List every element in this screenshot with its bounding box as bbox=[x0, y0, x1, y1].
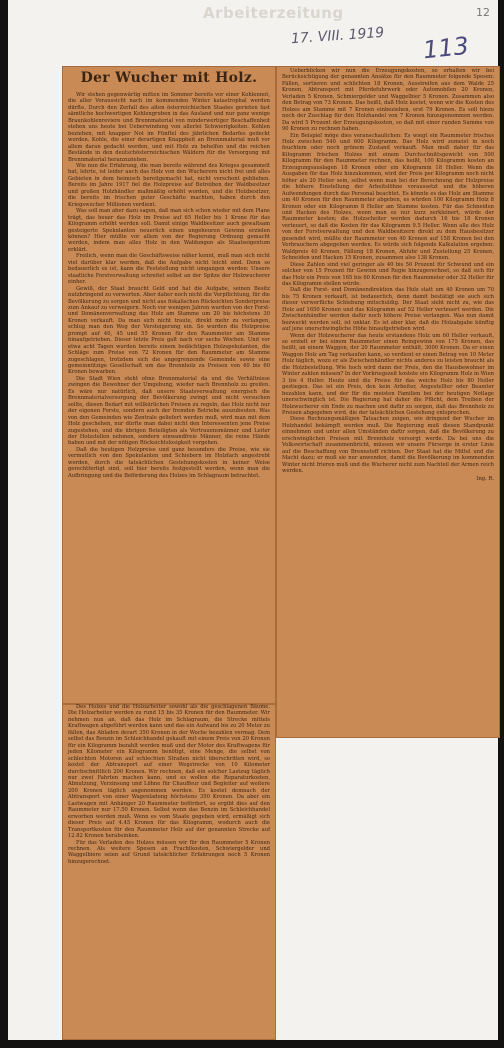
paragraph: Daß die heutigen Holzpreise und ganz besonders die Preise, wie sie vermutlich von den Spekulanten und Schiebern im Holzfach angestrebt werden, durch die tatsächlichen Gestehungskosten in keiner Weise gerechtfertigt sind, soll hier bereits festgestellt werden, wenn man die Aufbringung und die Beförderung des Holzes im Schlagraum betrachtet. bbox=[68, 446, 270, 479]
article-title: Der Wucher mit Holz. bbox=[80, 70, 258, 86]
paragraph: Ueberblicken wir nun die Erzeugungskosten, so erhalten wir bei Berücksichtigung der genannten Ansätze für den Raummeter folgende Spesen: Fällen, sortieren und schlichten 18 Kronen, Ausstreifen aus dem Walde 25 Kronen, Abtransport mit Pferdefuhrwerk oder Automobilen 20 Kronen, Verladen 5 Kronen, Schmiergelder und Waggelbier 5 Kronen. Zusammen also den Betrag von 73 Kronen. Das heißt, daß Holz kostet, wenn wir die Kosten des Holzes am Stamme mit 7 Kronen einbeziehen, erst 79 Kronen. Es soll hiezu noch der Zuschlag für den Holzhandel von 7 Kronen hinzugenommen werden. Da wird 5 Prozent der Erzeugungskosten, so daß mit einer runden Summe von 90 Kronen zu rechnen haben. bbox=[282, 68, 494, 133]
paragraph: Die Stadt Wien steht ohne Brennmaterial da und die Verhältnisse zwingen die Bewohner der Umgebung, wieder nach Brennholz zu greifen. Es wäre nur natürlich, daß unsere Staatsverwaltung energisch die Brennmaterialversorgung der Bevölkerung zwingt und nicht versuchen sollte, diesen Bedarf mit willkürlichen Preisen zu regeln, das Holz nicht nur der eigenen Forste, sondern auch der fremden Betriebe auszubeuten. Was von den Gemeinden wie Zentrale geliefert werden muß, wird man mit dem Holz geschehen, nur dürfte man dabei nicht den Interessenten jene Preise zugestehen, und die übrigen Beteiligten als Vertrauensmänner und Leiter der Holzstellen nehmen, sondern einwandfreie Männer, die reine Hände haben und mit der nötigen Rücksichtslosigkeit vorgehen. bbox=[68, 375, 270, 447]
clipping-left-column bbox=[62, 66, 276, 704]
scan-page bbox=[8, 0, 498, 1040]
paragraph: Wenn der Holzwucherer das heute erstandene Holz um 60 Heller verkauft, so erzielt er bei einem Raummeter einen Reingewinn von 175 Kronen, das heißt, an einem Waggon, der 20 Raummeter enthält, 3000 Kronen. Da er einen Waggon Holz am Tag verkaufen kann, so verdient er einen Betrag von 10 Meter Holz täglich, wozu er als Zwischenhändler nichts anderes zu leisten braucht als die Holzbestellung. Wie hoch wird dann der Preis, den die Hausbewohner im Winter zahlen müssen? In der Vorkriegszeit kostete ein Kilogramm Holz in Wien 3 bis 4 Heller. Heute sind die Preise für das weiche Holz bis 80 Heller gestiegen. Das ist ein Preis, den kein Arbeiter, Angestellter oder Beamter bezahlen kann, und der für die meisten Familien bei der heutigen Notlage unerschwinglich ist. Die Regierung hat daher die Pflicht, dem Treiben der Holzwucherer ein Ende zu machen und dafür zu sorgen, daß das Brennholz zu Preisen abgegeben wird, die der tatsächlichen Gestehung entsprechen. bbox=[282, 332, 494, 417]
newspaper-stamp: Arbeiterzeitung bbox=[203, 4, 344, 22]
paragraph: Ein Beispiel möge dies veranschaulichen: Es wiegt ein Raummeter frisches Holz zwischen 540 und 600 Kilogramm. Das Holz wird zumeist in noch feuchtem oder noch grünem Zustand verkauft. Man muß daher für das Kilogramm frischen Holzes mit einem Durchschnittsgewicht von 500 Kilogramm für den Raummeter rechnen, das heißt, 100 Kilogramm kosten an Erzeugungsauslagen 18 Kronen oder ein Kilogramm 18 Heller. Wenn die Ausgaben für das Holz hinzukommen, wird der Preis per Kilogramm noch nicht höher als 20 Heller sein, selbst wenn man bei der Berechnung der Holzpreise die höhere Einstellung der Arbeitslöhne voraussetzt und die höheren Aufwendungen durch das Personal beachtet. Es könnte es das Holz am Stamme um 40 Kronen für den Raummeter abgeben, es würden 100 Kilogramm Holz 8 Kronen oder ein Kilogramm 8 Heller am Stamme kosten. Für das Schneiden und Hacken des Holzes, wenn man es nur kurz zerkleinert, würde der Raummeter kosten; die Holzscheiter werden dadurch 16 bis 18 Kronen verteuert, so daß die Kosten für das Kilogramm 9.5 Heller. Wenn alle des Holz von der Forstverwaltung und den Waldbesitzern direkt zu dem Hausbesitzer gesendet wird, müßte der Raummeter von 40 Kronen auf 158 Kronen bei den Verbrauchern abgegeben werden. Es würde sich folgende Kalkulation ergeben: Waldpreis 40 Kronen, Fällung 18 Kronen, Abfuhr und Zustellung 25 Kronen, Schneiden und Hacken 15 Kronen, zusammen also 138 Kronen. bbox=[282, 132, 494, 262]
handwritten-date: 17. VIII. 1919 bbox=[290, 24, 385, 48]
clipping-bottom-column bbox=[62, 704, 276, 1040]
author-signature: Ing. R. bbox=[476, 475, 494, 482]
paragraph: Freilich, wenn man die Geschäftsweise näher kennt, muß man sich nicht viel darüber klar werden, daß die Aufgabe nicht leicht sind. Denn so bedauerlich es ist, kann die Feststellung nicht umgangen werden: Unsere staatliche Forstverwaltung schreitet selbst an der Spitze der Holzwucherer einher. bbox=[68, 253, 270, 286]
paragraph: Was soll man aber dazu sagen, daß man sich schon wieder mit dem Plane trägt, das heuer das Holz im Preise auf 65 Heller bis 1 Krone für das Kilogramm erhöht werden soll. Damit einige Waldbesitzer auch gewaltsam gesteigerte Spekulanten neuerlich einen ungeheuren Gewinn erzielen können? Hier müßte vor allem von der Regierung Ordnung gemacht werden, indem man alles Holz in den Waldungen als Staatseigentum erklärt. bbox=[68, 208, 270, 253]
paragraph: Für das Verladen des Holzes müssen wir für den Raummeter 5 Kronen rechnen. Als weitere Spesen an Frachtkosten, Schwiergelder und Waggelbiere seien auf Grund tatsächlicher Erfahrungen noch 5 Kronen hinzugerechnet. bbox=[68, 839, 270, 865]
clipping-right-column bbox=[276, 66, 500, 738]
paragraph: Wir stehen gegenwärtig mitten im Sommer bereits vor einer Kohlennot, die aller Voraussicht nach im kommenden Winter katastrophal werden dürfte. Durch den Zerfall des alten österreichischen Staates gerieten fast sämtliche hochwertigen Kohlengruben in das Ausland und nur ganz wenige Braunkohlenreviere und Brennmaterial von minderwertiger Beschaffenheit stehen uns heute bei Ueberwindung von allerlei Schwierigkeiten. Kohlen beziehen, mit knapper Not im Fünftel des jährlichen Bedarfes gedeckt werden. Kohle, die einer derartigen Knappheit an Brennmaterial muß vor allem daran gedacht werden, und mit Holz zu behelfen und die reichen Bestände in den deutschösterreichischen Wäldern für die Versorgung mit Brennmaterial heranzuziehen. bbox=[68, 92, 270, 163]
paragraph: Diese Zahlen sind viel geringer als 40 bis 50 Prozent für Schwund und ein solcher von 15 Prozent für Gewinn und Regie hinzugerechnet, so daß sich für das Holz ein Preis von 165 bis 60 Kronen für den Raummeter oder 32 Heller für das Kilogramm stellen würde. bbox=[282, 261, 494, 287]
paragraph: Wie nun die Erfahrung, die man bereits während des Krieges gesammelt hat, lehrte, ist leider auch das Holz von den Wucherern nicht frei und alles Gebieten in dem heimisch bereitgemacht hat, nicht verschont geblieben. Bereits im Jahre 1917 fiel die Holzpreise auf Betreiben der Waldbesitzer und großen Holzhändler maßmäßig erhöht worden, und die Holzbesitzer, die bereits im frischen guter Geschäfte machten, haben durch den Kriegswucher Millionen verdient. bbox=[68, 162, 270, 208]
corner-mark: 12 bbox=[476, 6, 490, 19]
paragraph: Des Holzes und die Holzarbeiter sowohl als die geschlagenen Bäume. Die Holzarbeiter werden zu rund 15 bis 35 Kronen für den Raummeter. Wir nehmen nun an, daß das Holz im Schlagraum, die Strecke mittels Kraftwagen abgeführt werden kann und das ein Aufwand bis zu 20 Meter zu fällen, das Abladen derart 350 Kronen in der Woche bezahlen vermag. Dem selbst das Benzin im Schleichhandel gekauft mit einem Preis von 20 Kronen für ein Kilogramm bezahlt werden muß und der Motor des Kraftwagens für jeden Kilometer ein Kilogramm benötigt, eine Menge, die selbst von schlechten Motoren auf schlechten Straßen nicht überschritten wird, so kostet der Abtransport auf einer Wegstrecke von 10 Kilometer durchschnittlich 200 Kronen. Wir rechnen, daß ein solcher Lastzug täglich nur zwei Fahrten machen kann, und es wollen die Reparaturkosten, Abnutzung, Verzinsung und Löhne für Chauffeur und Begleiter auf weitere 200 Kronen täglich angenommen werden. Es kostet demnach der Abtransport von einer Wagenladung höchstens 350 Kronen. Da aber ein Lastwagen mit Anhänger 20 Raummeter befördert, so ergibt dies auf den Raummeter nur 17.50 Kronen. Selbst wenn das Benzin im Schleichhandel erworben werden muß. Wenn es vom Staate gegeben wird, ermäßigt sich dieser Preis auf 4.45 Kronen für das Kilogramm, wodurch auch die Transportkosten für den Raummeter Holz auf der genannten Strecke auf 12.82 Kronen herabsinken. bbox=[68, 704, 270, 840]
handwritten-number: 113 bbox=[421, 31, 471, 65]
paragraph: Daß die Forst- und Domänendirektion das Holz statt um 40 Kronen um 70 bis 75 Kronen verkauft, ist bedauerlich, denn damit bestätigt sie auch sich dieser verwerfliche Schiebung mitschuldig. Der Staat sieht nicht zu, wie das Holz auf 1650 Kronen und das Kilogramm auf 52 Heller verteuert werden. Die Zwischenhändler werden dafür noch höhere Preise verlangen. Was nun damit bezweckt werden soll, ist unklar. Es ist aber klar, daß die Holzabgabe künftig auf jene unerschwingliche Höhe hinaufgetrieben wird. bbox=[282, 287, 494, 333]
paragraph: Diese Rechnungsmäßigen Tatsachen zeigen, wie dringend der Wucher im Holzhandel bekämpft werden muß. Die Regierung muß diesen Standpunkt einnehmen und unter allen Umständen dafür sorgen, daß die Bevölkerung zu erschwinglichen Preisen mit Brennholz versorgt werde. Da bei uns die Volkswirtschaft zusammenbricht, müssen wir unsere Fürsorge in erster Linie auf die Beschaffung von Brennstoff richten. Der Staat hat die Mittel und die Macht dazu; er muß sie nur anwenden, damit die Bevölkerung im kommenden Winter nicht frieren muß und die Wucherer nicht zum Nachteil der Armen reich werden. bbox=[282, 416, 494, 475]
paragraph: Gewiß, der Staat braucht Geld und hat die Aufgabe, seinen Besitz nutzbringend zu verwerten. Aber daher noch nicht die Verpflichtung, für die Bevölkerung zu sorgen und nicht aus fiskalischen Rücksichten Sonderpreise zum Ankauf zu verweigern. Noch vor wenigen Jahren wurden von der Forst- und Domänenverwaltung das Holz am Stamme um 20 bis höchstens 30 Kronen verkauft. Da man sich nicht traute, direkt mehr zu verlangen, schlug man den Weg der Versteigerung ein. So wurden die Holzpreise prompt auf 40, 45 und 55 Kronen für den Raummeter am Stamme hinaufgetrieben. Dieser letzte Preis galt nach vor sechs Wochen. Und vor etwa acht Tagen wurden bereits einem bedächtigen Holzspekulanten, die Schläge zum Preise von 72 Kronen für den Raummeter am Stamme zugeschlagen, trotzdem sich die angegrenzende Gemeinde sowie eine gemeinnützige Gesellschaft um das Brennholz zu Preisen von 40 bis 60 Kronen bewarben. bbox=[68, 285, 270, 376]
